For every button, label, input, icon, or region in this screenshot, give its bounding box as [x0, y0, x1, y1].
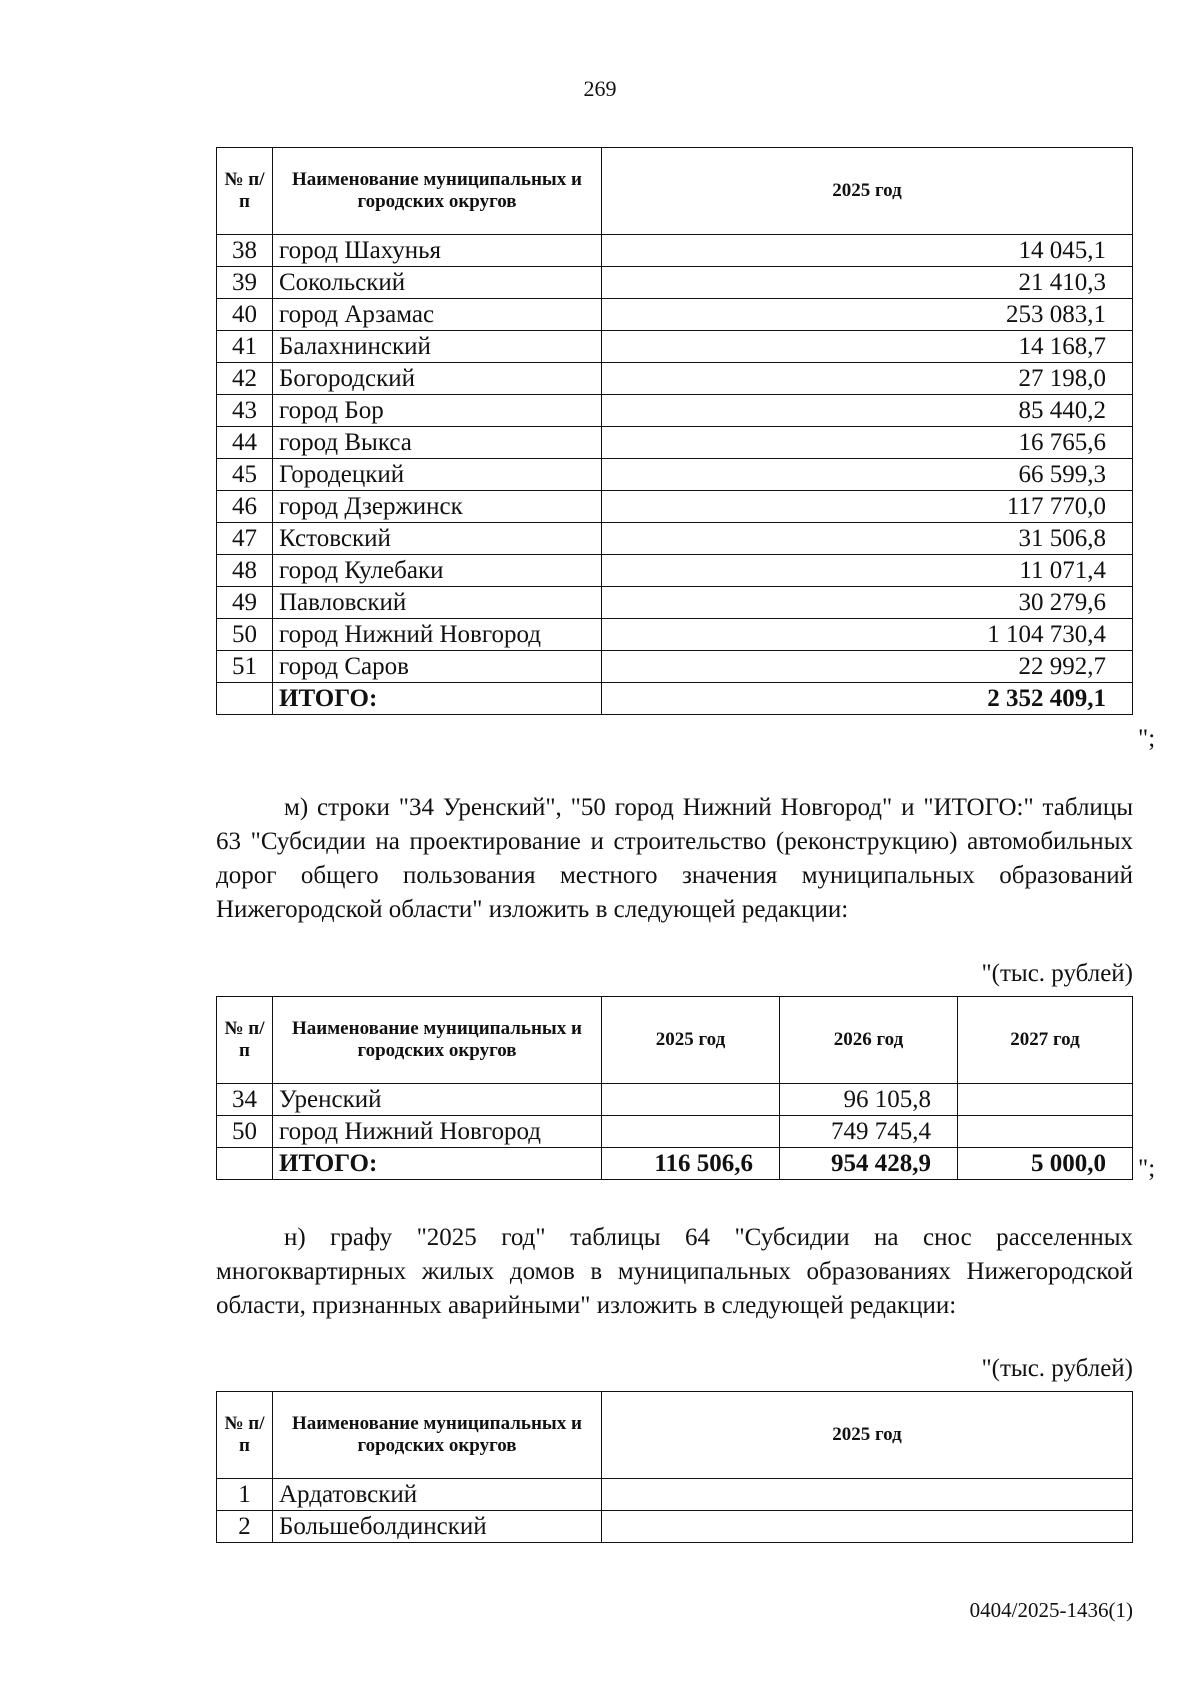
table-row: [217, 1116, 1133, 1148]
total-2026: 954 428,9: [780, 1148, 958, 1180]
row-number: 1: [217, 1479, 273, 1511]
row-number: 34: [217, 1084, 273, 1116]
row-value-2025: [602, 1511, 1133, 1543]
row-value-2025: 117 770,0: [602, 491, 1133, 523]
table1-closing-quote: ";: [1138, 725, 1156, 752]
paragraph-m-text: м) строки "34 Уренский", "50 город Нижний Новгород" и "ИТОГО:" таблицы 63 "Субсидии на проектирование и строительство (реконструкцию) автомобильных дорог общего пользования местного значения муниципальных образований Нижегородской области" изложить в следующей редакции:: [216, 794, 1133, 923]
row-value-2026: 749 745,4: [780, 1116, 958, 1148]
row-name: город Саров: [273, 651, 602, 683]
row-value-2025: 31 506,8: [602, 523, 1133, 555]
row-number: 40: [217, 299, 273, 331]
header-name: Наименование муниципальных и городских округов: [273, 148, 602, 235]
row-value-2025: 85 440,2: [602, 395, 1133, 427]
header-number: № п/п: [217, 1392, 273, 1479]
table-row: [217, 619, 1133, 651]
row-value-2027: [958, 1084, 1133, 1116]
header-name: Наименование муниципальных и городских округов: [273, 1392, 602, 1479]
row-value-2025: 253 083,1: [602, 299, 1133, 331]
row-name: город Нижний Новгород: [273, 1116, 602, 1148]
table-header-row: [217, 997, 1133, 1084]
table-body: [217, 1479, 1133, 1543]
table-body: [217, 235, 1133, 683]
total-label: ИТОГО:: [273, 683, 602, 715]
roads-subsidies-table: [216, 996, 1133, 1180]
table-row: [217, 267, 1133, 299]
total-number-cell: [217, 683, 273, 715]
header-2026: 2026 год: [780, 997, 958, 1084]
row-value-2025: 1 104 730,4: [602, 619, 1133, 651]
table-row: [217, 1511, 1133, 1543]
paragraph-n-text: н) графу "2025 год" таблицы 64 "Субсидии на снос расселенных многоквартирных жилых домов в муниципальных образованиях Нижегородской области, признанных аварийными" изложить в следующей редакции:: [216, 1224, 1133, 1319]
row-number: 48: [217, 555, 273, 587]
header-number: № п/п: [217, 148, 273, 235]
table-row: [217, 491, 1133, 523]
row-name: город Нижний Новгород: [273, 619, 602, 651]
page-number: 269: [583, 76, 617, 101]
table-row: [217, 395, 1133, 427]
header-name: Наименование муниципальных и городских округов: [273, 997, 602, 1084]
row-name: город Выкса: [273, 427, 602, 459]
row-number: 2: [217, 1511, 273, 1543]
table-row: [217, 555, 1133, 587]
units-label-m: "(тыс. рублей): [981, 960, 1133, 987]
row-name: город Дзержинск: [273, 491, 602, 523]
row-number: 43: [217, 395, 273, 427]
row-value-2025: [602, 1084, 780, 1116]
table-row: [217, 587, 1133, 619]
row-number: 44: [217, 427, 273, 459]
row-value-2025: 14 045,1: [602, 235, 1133, 267]
total-row: [217, 683, 1133, 715]
row-number: 42: [217, 363, 273, 395]
row-name: город Бор: [273, 395, 602, 427]
header-2025: 2025 год: [602, 148, 1133, 235]
table-row: [217, 331, 1133, 363]
row-name: Ардатовский: [273, 1479, 602, 1511]
row-value-2027: [958, 1116, 1133, 1148]
row-name: Павловский: [273, 587, 602, 619]
row-name: Сокольский: [273, 267, 602, 299]
total-row: [217, 1148, 1133, 1180]
table-header-row: [217, 1392, 1133, 1479]
paragraph-m: [216, 791, 1133, 927]
row-number: 39: [217, 267, 273, 299]
total-2025: 2 352 409,1: [602, 683, 1133, 715]
table-body: [217, 1084, 1133, 1148]
row-name: Городецкий: [273, 459, 602, 491]
row-number: 49: [217, 587, 273, 619]
table-row: [217, 651, 1133, 683]
row-value-2025: 14 168,7: [602, 331, 1133, 363]
total-2025: 116 506,6: [602, 1148, 780, 1180]
row-name: Балахнинский: [273, 331, 602, 363]
table-row: [217, 1084, 1133, 1116]
row-number: 41: [217, 331, 273, 363]
paragraph-n: [216, 1221, 1133, 1323]
total-label: ИТОГО:: [273, 1148, 602, 1180]
table-row: [217, 523, 1133, 555]
demolition-subsidies-table: [216, 1391, 1133, 1543]
header-2025: 2025 год: [602, 997, 780, 1084]
row-name: Богородский: [273, 363, 602, 395]
document-code: 0404/2025-1436(1): [969, 1598, 1133, 1622]
row-value-2025: [602, 1116, 780, 1148]
row-value-2025: 66 599,3: [602, 459, 1133, 491]
table-row: [217, 427, 1133, 459]
row-value-2026: 96 105,8: [780, 1084, 958, 1116]
table-header-row: [217, 148, 1133, 235]
table-row: [217, 363, 1133, 395]
row-name: Кстовский: [273, 523, 602, 555]
row-name: Большеболдинский: [273, 1511, 602, 1543]
table-row: [217, 459, 1133, 491]
row-value-2025: [602, 1479, 1133, 1511]
row-number: 51: [217, 651, 273, 683]
table2-closing-quote: ";: [1138, 1155, 1156, 1182]
row-number: 45: [217, 459, 273, 491]
row-value-2025: 11 071,4: [602, 555, 1133, 587]
row-value-2025: 22 992,7: [602, 651, 1133, 683]
row-name: город Кулебаки: [273, 555, 602, 587]
row-name: Уренский: [273, 1084, 602, 1116]
total-number-cell: [217, 1148, 273, 1180]
header-2027: 2027 год: [958, 997, 1133, 1084]
row-number: 50: [217, 1116, 273, 1148]
header-number: № п/п: [217, 997, 273, 1084]
row-number: 47: [217, 523, 273, 555]
row-value-2025: 16 765,6: [602, 427, 1133, 459]
row-number: 50: [217, 619, 273, 651]
subsidies-table-2025: [216, 147, 1133, 715]
row-value-2025: 27 198,0: [602, 363, 1133, 395]
units-label-n: "(тыс. рублей): [981, 1355, 1133, 1382]
row-number: 38: [217, 235, 273, 267]
total-2027: 5 000,0: [958, 1148, 1133, 1180]
row-name: город Арзамас: [273, 299, 602, 331]
row-number: 46: [217, 491, 273, 523]
table-row: [217, 1479, 1133, 1511]
table-row: [217, 299, 1133, 331]
row-value-2025: 30 279,6: [602, 587, 1133, 619]
header-2025: 2025 год: [602, 1392, 1133, 1479]
row-name: город Шахунья: [273, 235, 602, 267]
table-row: [217, 235, 1133, 267]
row-value-2025: 21 410,3: [602, 267, 1133, 299]
